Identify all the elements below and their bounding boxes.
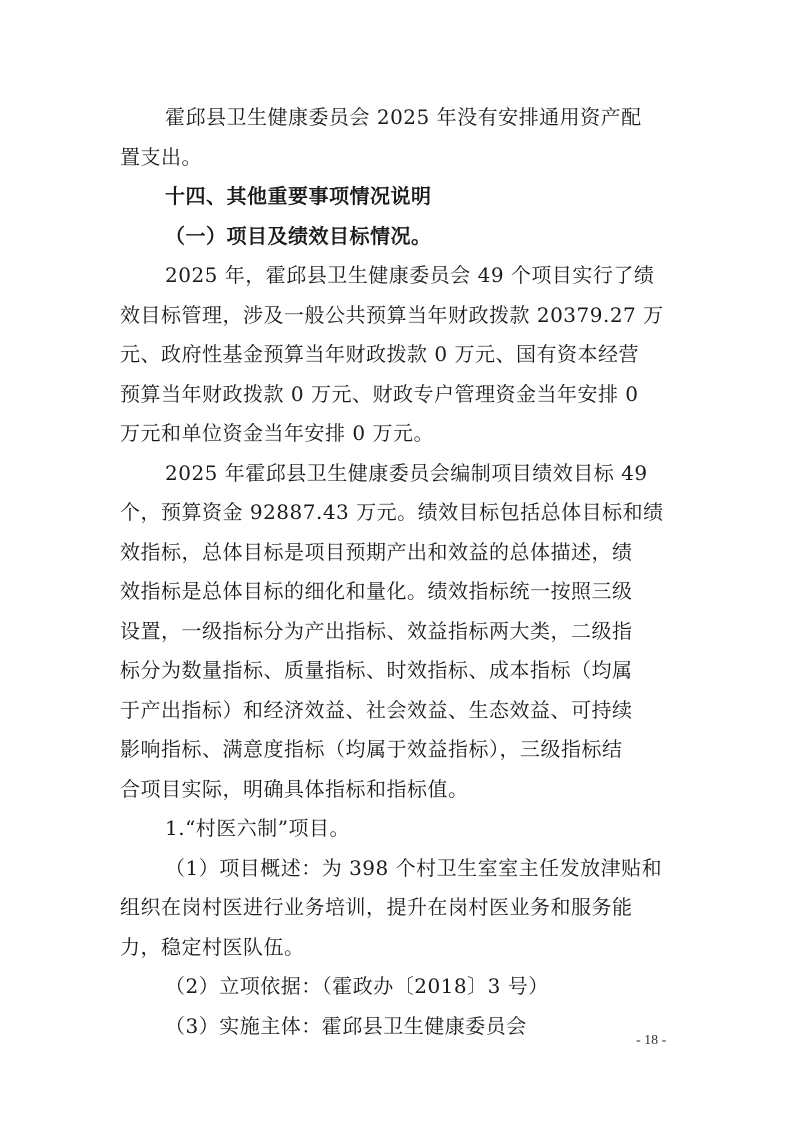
item-heading: 1.“村医六制”项目。 bbox=[165, 816, 351, 840]
text-line: （1）项目概述：为 398 个村卫生室室主任发放津贴和 bbox=[165, 856, 663, 880]
text-line: 标分为数量指标、质量指标、时效指标、成本指标（均属 bbox=[120, 658, 633, 682]
text-line: 置支出。 bbox=[120, 145, 202, 169]
text-line: 万元和单位资金当年安排 0 万元。 bbox=[120, 421, 434, 445]
text-line: 合项目实际，明确具体指标和指标值。 bbox=[120, 777, 469, 801]
section-heading: 十四、其他重要事项情况说明 bbox=[165, 184, 432, 208]
text-line: 个，预算资金 92887.43 万元。绩效目标包括总体目标和绩 bbox=[120, 500, 664, 524]
subsection-heading: （一）项目及绩效目标情况。 bbox=[165, 224, 432, 248]
text-line: 于产出指标）和经济效益、社会效益、生态效益、可持续 bbox=[120, 698, 633, 722]
text-line: 力，稳定村医队伍。 bbox=[120, 935, 305, 959]
text-line: （3）实施主体：霍邱县卫生健康委员会 bbox=[165, 1014, 527, 1038]
text-line: 效目标管理，涉及一般公共预算当年财政拨款 20379.27 万 bbox=[120, 303, 664, 327]
text-line: 效指标是总体目标的细化和量化。绩效指标统一按照三级 bbox=[120, 579, 633, 603]
text-line: 元、政府性基金预算当年财政拨款 0 万元、国有资本经营 bbox=[120, 342, 639, 366]
text-line: 2025 年，霍邱县卫生健康委员会 49 个项目实行了绩 bbox=[165, 263, 655, 287]
text-line: 设置，一级指标分为产出指标、效益指标两大类，二级指 bbox=[120, 619, 633, 643]
text-line: 预算当年财政拨款 0 万元、财政专户管理资金当年安排 0 bbox=[120, 382, 639, 406]
page-number: - 18 - bbox=[636, 1033, 667, 1048]
text-line: （2）立项依据：（霍政办〔2018〕3 号） bbox=[165, 974, 549, 998]
text-line: 影响指标、满意度指标（均属于效益指标），三级指标结 bbox=[120, 737, 623, 761]
text-line: 霍邱县卫生健康委员会 2025 年没有安排通用资产配 bbox=[165, 105, 642, 129]
text-line: 2025 年霍邱县卫生健康委员会编制项目绩效目标 49 bbox=[165, 461, 648, 485]
text-line: 效指标，总体目标是项目预期产出和效益的总体描述，绩 bbox=[120, 540, 633, 564]
text-line: 组织在岗村医进行业务培训，提升在岗村医业务和服务能 bbox=[120, 895, 633, 919]
